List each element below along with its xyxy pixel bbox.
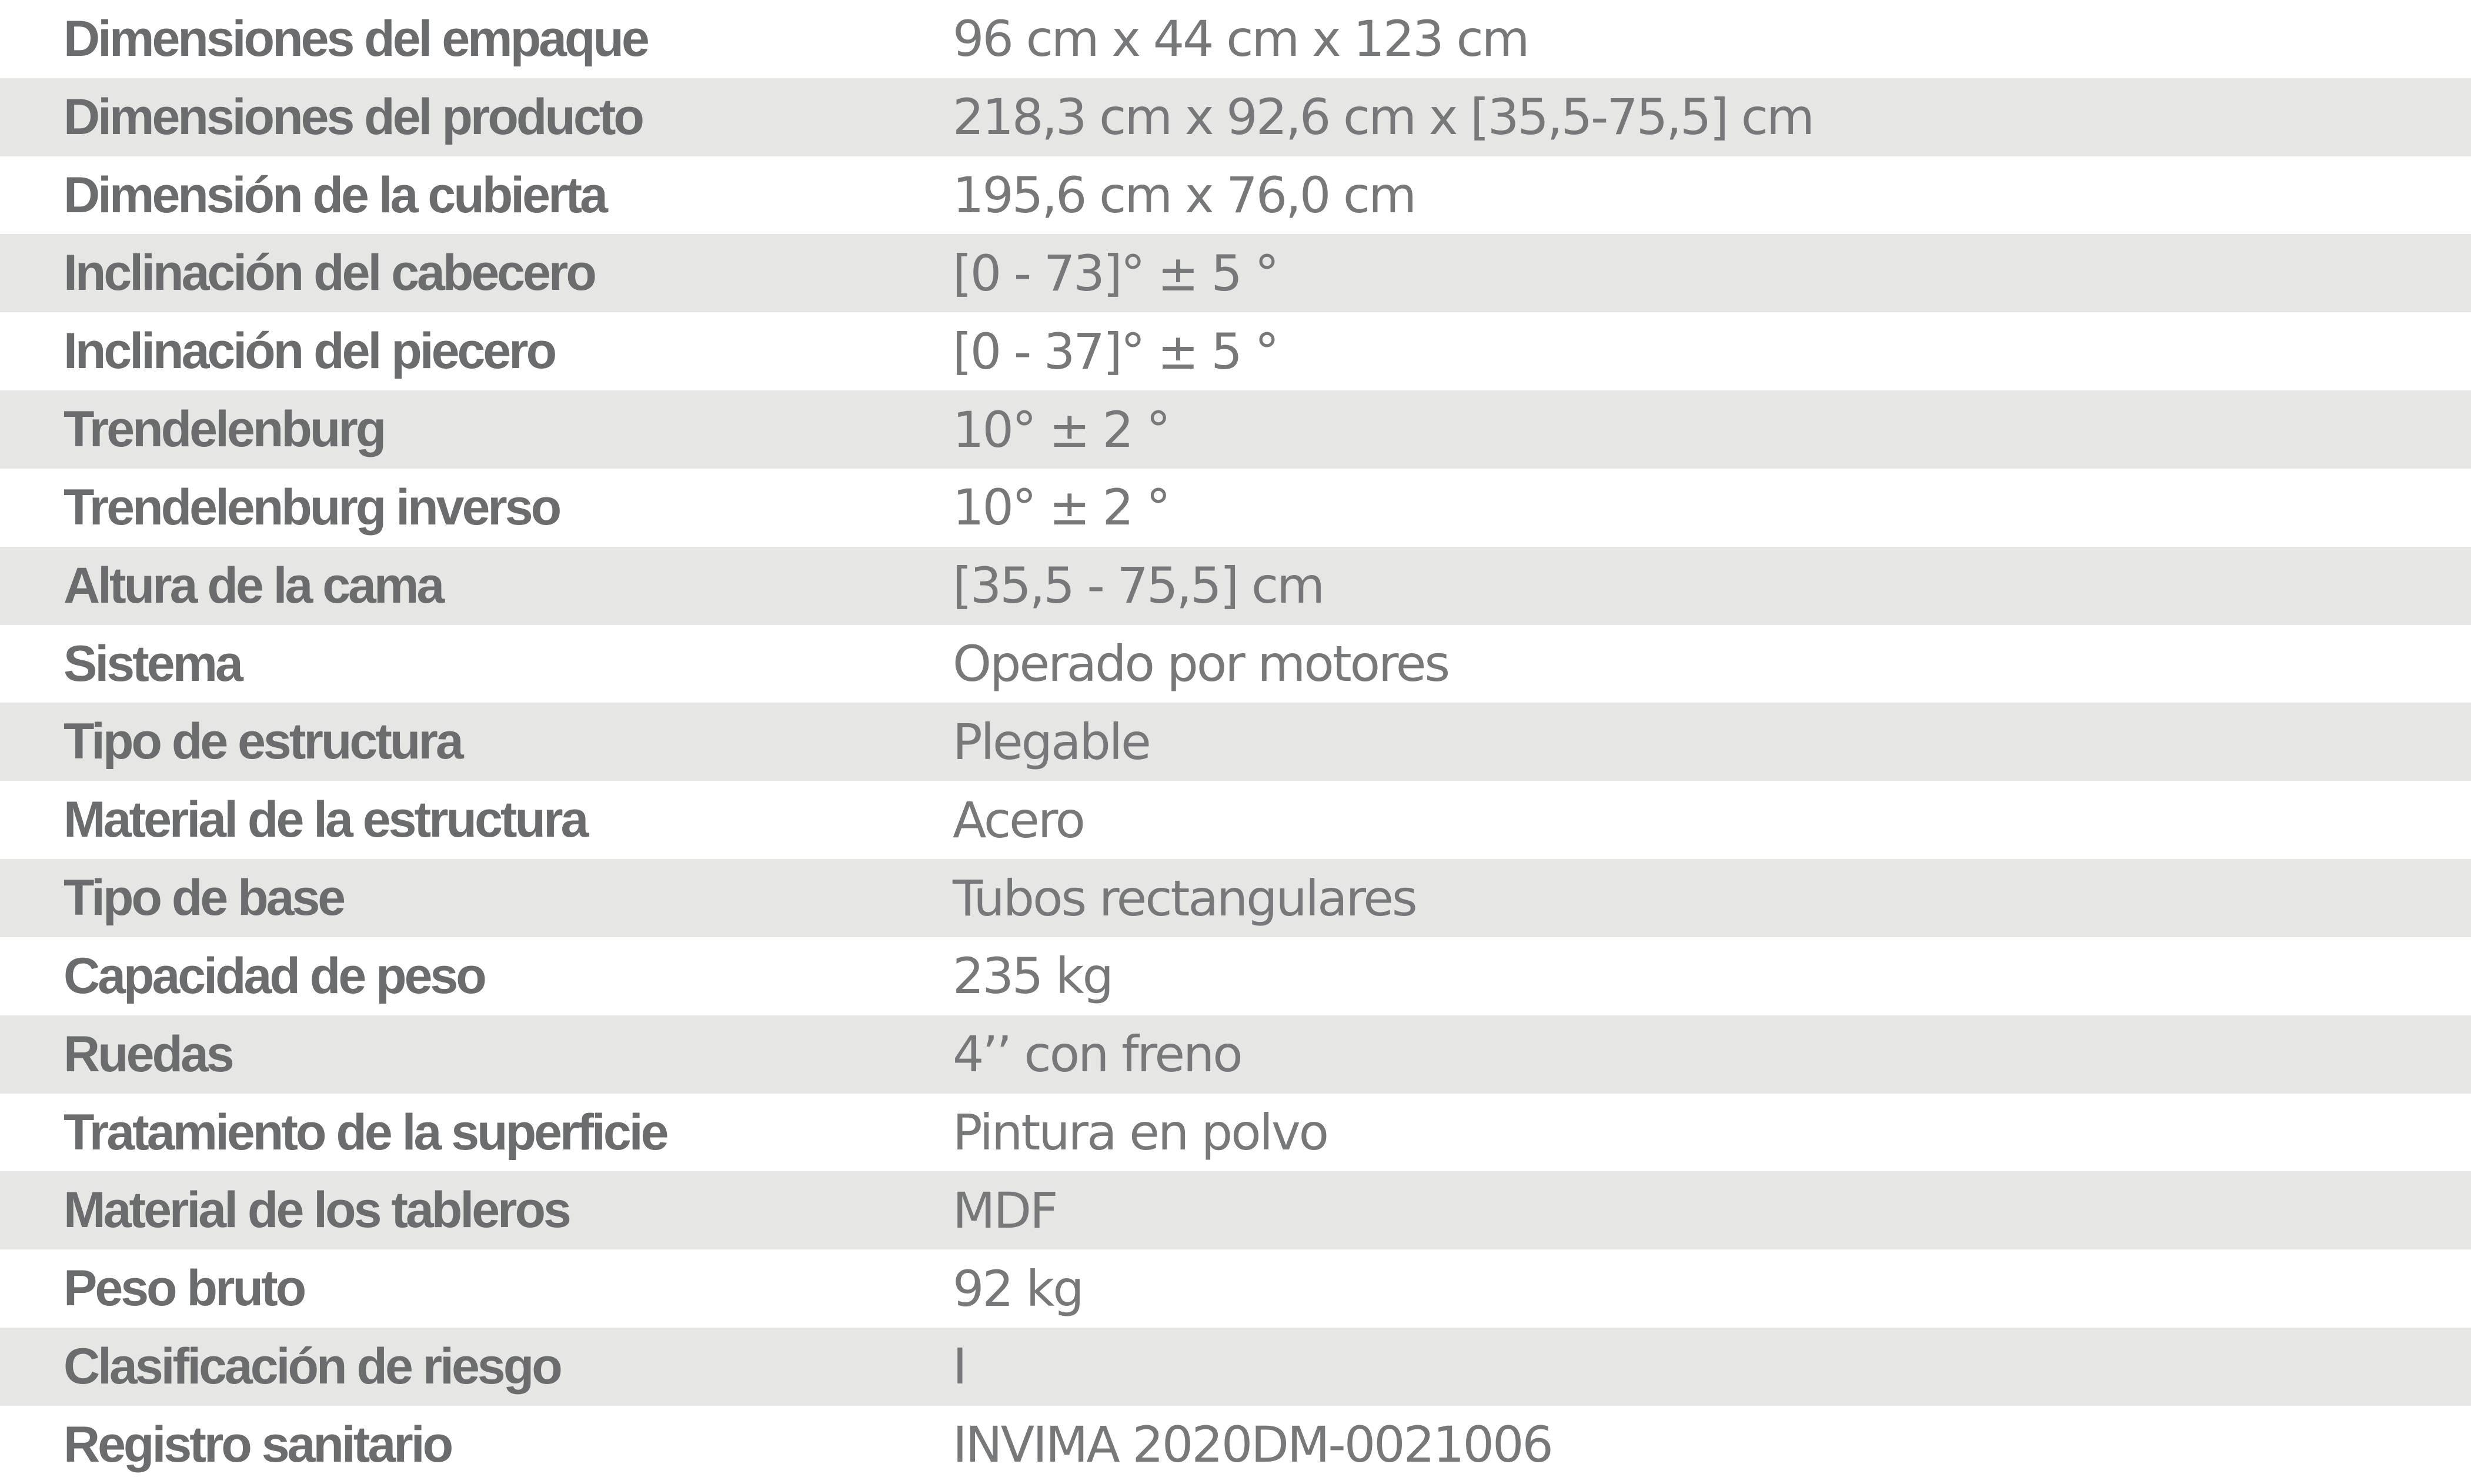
spec-row-bed-height: [0, 547, 2471, 625]
spec-row-board-material: [0, 1171, 2471, 1249]
spec-label: Peso bruto: [64, 1260, 305, 1317]
spec-value: 235 kg: [953, 947, 1112, 1005]
spec-label: Tipo de estructura: [64, 713, 462, 770]
spec-row-risk-class: [0, 1328, 2471, 1406]
spec-row-sanitary-registration: [0, 1406, 2471, 1484]
spec-value: Tubos rectangulares: [953, 869, 1416, 927]
spec-row-gross-weight: [0, 1249, 2471, 1328]
spec-row-structure-type: [0, 703, 2471, 781]
spec-label: Material de los tableros: [64, 1182, 569, 1239]
spec-row-head-incline: [0, 234, 2471, 312]
spec-value: Acero: [953, 791, 1084, 849]
spec-value: 92 kg: [953, 1259, 1083, 1318]
spec-row-foot-incline: [0, 312, 2471, 390]
spec-value: INVIMA 2020DM-0021006: [953, 1416, 1552, 1474]
spec-label: Tratamiento de la superficie: [64, 1104, 667, 1161]
spec-label: Dimensiones del empaque: [64, 10, 647, 67]
spec-row-wheels: [0, 1015, 2471, 1094]
spec-label: Tipo de base: [64, 870, 344, 927]
spec-row-base-type: [0, 859, 2471, 937]
spec-label: Material de la estructura: [64, 791, 587, 848]
spec-value: 4’’ con freno: [953, 1025, 1241, 1084]
spec-value: 218,3 cm x 92,6 cm x [35,5-75,5] cm: [953, 88, 1813, 146]
spec-value: 10° ± 2 °: [953, 479, 1169, 537]
spec-label: Sistema: [64, 635, 241, 692]
spec-label: Inclinación del piecero: [64, 323, 555, 380]
spec-label: Altura de la cama: [64, 557, 443, 614]
spec-value: [35,5 - 75,5] cm: [953, 557, 1324, 615]
spec-row-surface-treatment: [0, 1094, 2471, 1172]
spec-value: 195,6 cm x 76,0 cm: [953, 166, 1415, 225]
spec-value: [0 - 73]° ± 5 °: [953, 244, 1278, 302]
spec-label: Trendelenburg inverso: [64, 479, 560, 536]
spec-value: Plegable: [953, 713, 1150, 771]
spec-label: Ruedas: [64, 1025, 232, 1082]
spec-value: MDF: [953, 1181, 1057, 1239]
spec-value: Pintura en polvo: [953, 1104, 1328, 1161]
spec-label: Trendelenburg: [64, 401, 385, 458]
spec-row-reverse-trendelenburg: [0, 469, 2471, 547]
spec-row-deck-dimension: [0, 156, 2471, 235]
spec-row-trendelenburg: [0, 390, 2471, 469]
spec-value: Operado por motores: [953, 635, 1449, 693]
spec-value: I: [953, 1338, 966, 1396]
spec-row-system: [0, 625, 2471, 703]
spec-label: Registro sanitario: [64, 1416, 452, 1473]
spec-value: [0 - 37]° ± 5 °: [953, 322, 1278, 380]
spec-label: Dimensiones del producto: [64, 88, 642, 145]
spec-row-package-dimensions: [0, 0, 2471, 78]
spec-label: Capacidad de peso: [64, 947, 485, 1004]
spec-label: Dimensión de la cubierta: [64, 166, 606, 223]
spec-row-structure-material: [0, 781, 2471, 859]
spec-row-weight-capacity: [0, 937, 2471, 1015]
spec-row-product-dimensions: [0, 78, 2471, 156]
spec-label: Clasificación de riesgo: [64, 1338, 560, 1395]
spec-label: Inclinación del cabecero: [64, 245, 595, 302]
spec-value: 96 cm x 44 cm x 123 cm: [953, 10, 1528, 68]
spec-value: 10° ± 2 °: [953, 400, 1169, 459]
